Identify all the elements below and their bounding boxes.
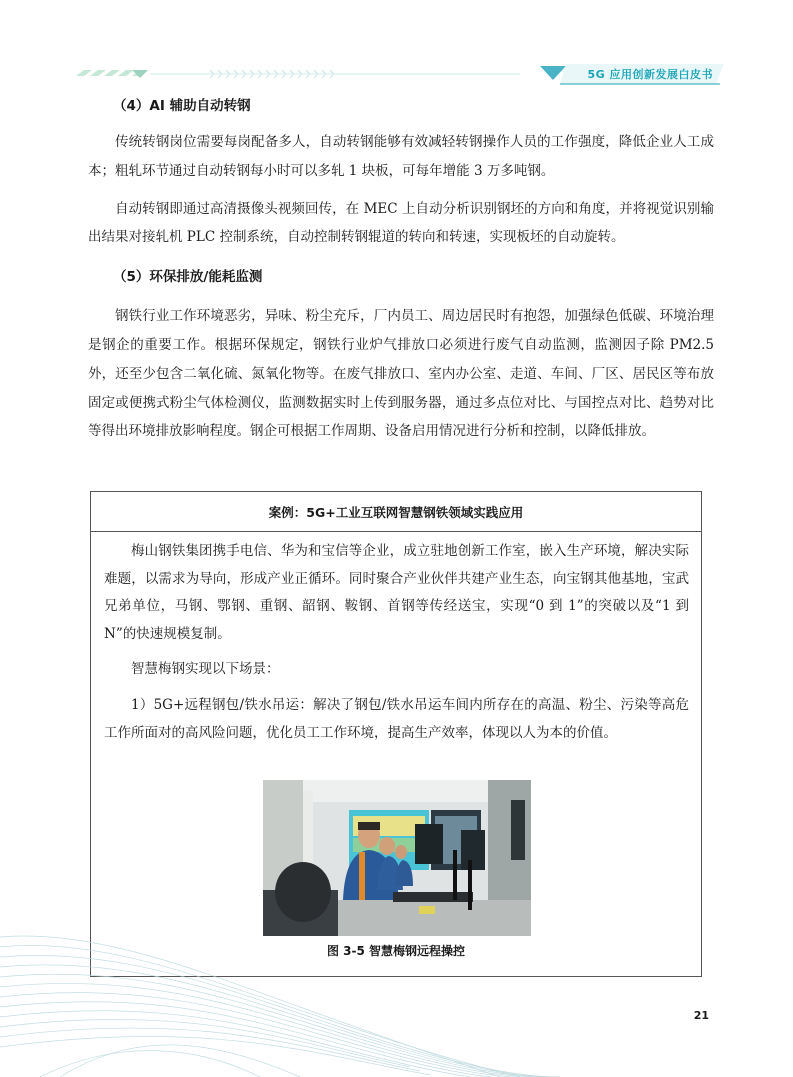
figure-caption: 图 3-5 智慧梅钢远程操控 — [326, 944, 466, 958]
page-number: 21 — [693, 1009, 709, 1022]
main-content — [88, 93, 714, 446]
case-body — [91, 532, 701, 747]
paragraph: 传统转钢岗位需要每岗配备多人，自动转钢能够有效减轻转钢操作人员的工作强度，降低企业人工成本；粗轧环节通过自动转钢每小时可以多轧 1 块板，可每年增能 3 万多吨钢。 — [88, 134, 714, 179]
remote-control-room-photo — [263, 780, 531, 936]
case-paragraph: 智慧梅钢实现以下场景： — [131, 661, 280, 678]
wave-decoration — [0, 917, 793, 1077]
paragraph: 自动转钢即通过高清摄像头视频回传，在 MEC 上自动分析识别钢坯的方向和角度，并将视觉识别输出结果对接轧机 PLC 控制系统，自动控制转钢辊道的转向和转速，实现板坯的自动旋转。 — [88, 200, 714, 246]
header-title: 5G 应用创新发展白皮书 — [587, 68, 713, 81]
section-heading-5: （5）环保排放/能耗监测 — [113, 269, 263, 286]
section-heading-4: （4）AI 辅助自动转钢 — [113, 98, 251, 114]
case-title: 案例：5G+工业互联网智慧钢铁领域实践应用 — [91, 492, 701, 532]
case-paragraph: 1）5G+远程钢包/铁水吊运：解决了钢包/铁水吊运车间内所存在的高温、粉尘、污染等高危工作所面对的高风险问题，优化员工工作环境，提高生产效率，体现以人为本的价值。 — [104, 696, 689, 741]
header-triangle-left — [132, 70, 148, 78]
case-paragraph: 梅山钢铁集团携手电信、华为和宝信等企业，成立驻地创新工作室，嵌入生产环境，解决实际难题，以需求为导向，形成产业正循环。同时聚合产业伙伴共建产业生态，向宝钢其他基地，宝武兄弟单位，马钢、鄂钢、重钢、韶钢、鞍钢、首钢等传经送宝，实现“0 到 1”的突破以及“1 到 N”的快速规模复制。 — [104, 543, 689, 642]
case-study-box — [90, 491, 702, 977]
paragraph: 钢铁行业工作环境恶劣，异味、粉尘充斥，厂内员工、周边居民时有抱怨，加强绿色低碳、环境治理是钢企的重要工作。根据环保规定，钢铁行业炉气排放口必须进行废气自动监测，监测因子除 PM2.5 外，还至少包含二氧化硫、氮氧化物等。在废气排放口、室内办公室、走道、车间、厂区、居民区等布放固定或便携式粉尘气体检测仪，监测数据实时上传到服务器，通过多点位对比、与国控点对比、趋势对比等得出环境排放影响程度。钢企可根据工作周期、设备启用情况进行分析和控制，以降低排放。 — [88, 308, 714, 440]
